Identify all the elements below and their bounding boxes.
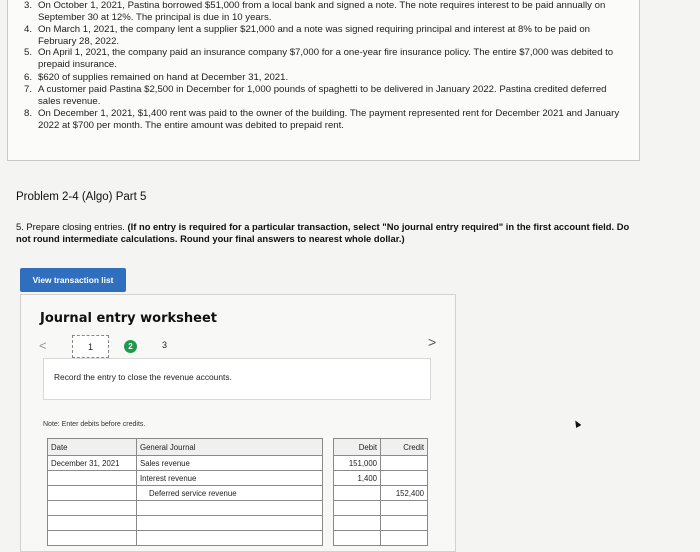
table-row	[48, 516, 428, 531]
account-cell[interactable]: Deferred service revenue	[137, 486, 323, 501]
worksheet-page-1-tab[interactable]: 1	[72, 335, 109, 358]
section-title: Problem 2-4 (Algo) Part 5	[16, 191, 147, 203]
problem-item-7: 7. A customer paid Pastina $2,500 in December for 1,000 pounds of spaghetti to be delivered in January 2022. Pastina credited deferred sales revenue.	[24, 84, 607, 107]
problem-item-3: 3. On October 1, 2021, Pastina borrowed $51,000 from a local bank and signed a note. The note requires interest to be paid annually on September 30 at 12%. The principal is due in 10 years.	[24, 0, 606, 23]
credit-cell[interactable]	[381, 516, 428, 531]
account-cell[interactable]: Interest revenue	[137, 471, 323, 486]
date-cell[interactable]	[48, 501, 137, 516]
debit-header: Debit	[334, 439, 381, 456]
date-cell[interactable]	[48, 486, 137, 501]
account-cell[interactable]	[137, 531, 323, 546]
credit-cell[interactable]	[381, 531, 428, 546]
worksheet-page-2-tab[interactable]: 2	[124, 340, 137, 353]
problem-item-5: 5. On April 1, 2021, the company paid an insurance company $7,000 for a one-year fire insurance policy. The entire $7,000 was debited to prepaid insurance.	[24, 47, 614, 70]
journal-body	[48, 456, 428, 546]
date-header: Date	[48, 439, 137, 456]
account-cell[interactable]	[137, 501, 323, 516]
table-row	[48, 501, 428, 516]
table-row	[48, 531, 428, 546]
problem-item-6: 6. $620 of supplies remained on hand at December 31, 2021.	[24, 72, 289, 83]
credit-cell[interactable]: 152,400	[381, 486, 428, 501]
date-cell[interactable]	[48, 531, 137, 546]
date-cell[interactable]	[48, 471, 137, 486]
debit-cell[interactable]: 1,400	[334, 471, 381, 486]
worksheet-page-3-tab[interactable]: 3	[162, 340, 168, 350]
credit-header: Credit	[381, 439, 428, 456]
credit-cell[interactable]	[381, 471, 428, 486]
table-row	[48, 486, 428, 501]
credit-cell[interactable]	[381, 501, 428, 516]
account-cell[interactable]: Sales revenue	[137, 456, 323, 471]
instructions: 5. Prepare closing entries. (If no entry is required for a particular transaction, select "No journal entry required" in the first account field. Do not round intermediate calculations. Round your final answers to nearest whole dollar.)	[16, 221, 630, 244]
general-journal-header: General Journal	[137, 439, 323, 456]
debit-cell[interactable]	[334, 531, 381, 546]
table-row	[48, 456, 428, 471]
journal-table	[47, 438, 428, 546]
credit-cell[interactable]	[381, 456, 428, 471]
journal-header-row	[48, 439, 428, 456]
prev-page-icon[interactable]: <	[39, 338, 47, 353]
debit-cell[interactable]	[334, 516, 381, 531]
worksheet-title: Journal entry worksheet	[40, 311, 217, 326]
entry-prompt-box	[43, 358, 431, 400]
table-row	[48, 471, 428, 486]
next-page-icon[interactable]: >	[428, 334, 437, 350]
account-cell[interactable]	[137, 516, 323, 531]
debit-cell[interactable]	[334, 501, 381, 516]
mouse-cursor-icon	[573, 419, 582, 428]
debit-cell[interactable]: 151,000	[334, 456, 381, 471]
problem-description-box	[7, 0, 640, 161]
problem-item-8: 8. On December 1, 2021, $1,400 rent was paid to the owner of the building. The payment represented rent for December 2021 and January 2022 at $700 per month. The entire amount was debited to prepaid rent.	[24, 108, 620, 131]
debit-cell[interactable]	[334, 486, 381, 501]
date-cell[interactable]: December 31, 2021	[48, 456, 137, 471]
problem-item-4: 4. On March 1, 2021, the company lent a supplier $21,000 and a note was signed requiring principal and interest at 8% to be paid on February 28, 2022.	[24, 24, 590, 47]
view-transaction-list-button[interactable]: View transaction list	[20, 268, 126, 292]
debits-note: Note: Enter debits before credits.	[43, 421, 146, 428]
entry-prompt: Record the entry to close the revenue accounts.	[54, 372, 232, 382]
date-cell[interactable]	[48, 516, 137, 531]
